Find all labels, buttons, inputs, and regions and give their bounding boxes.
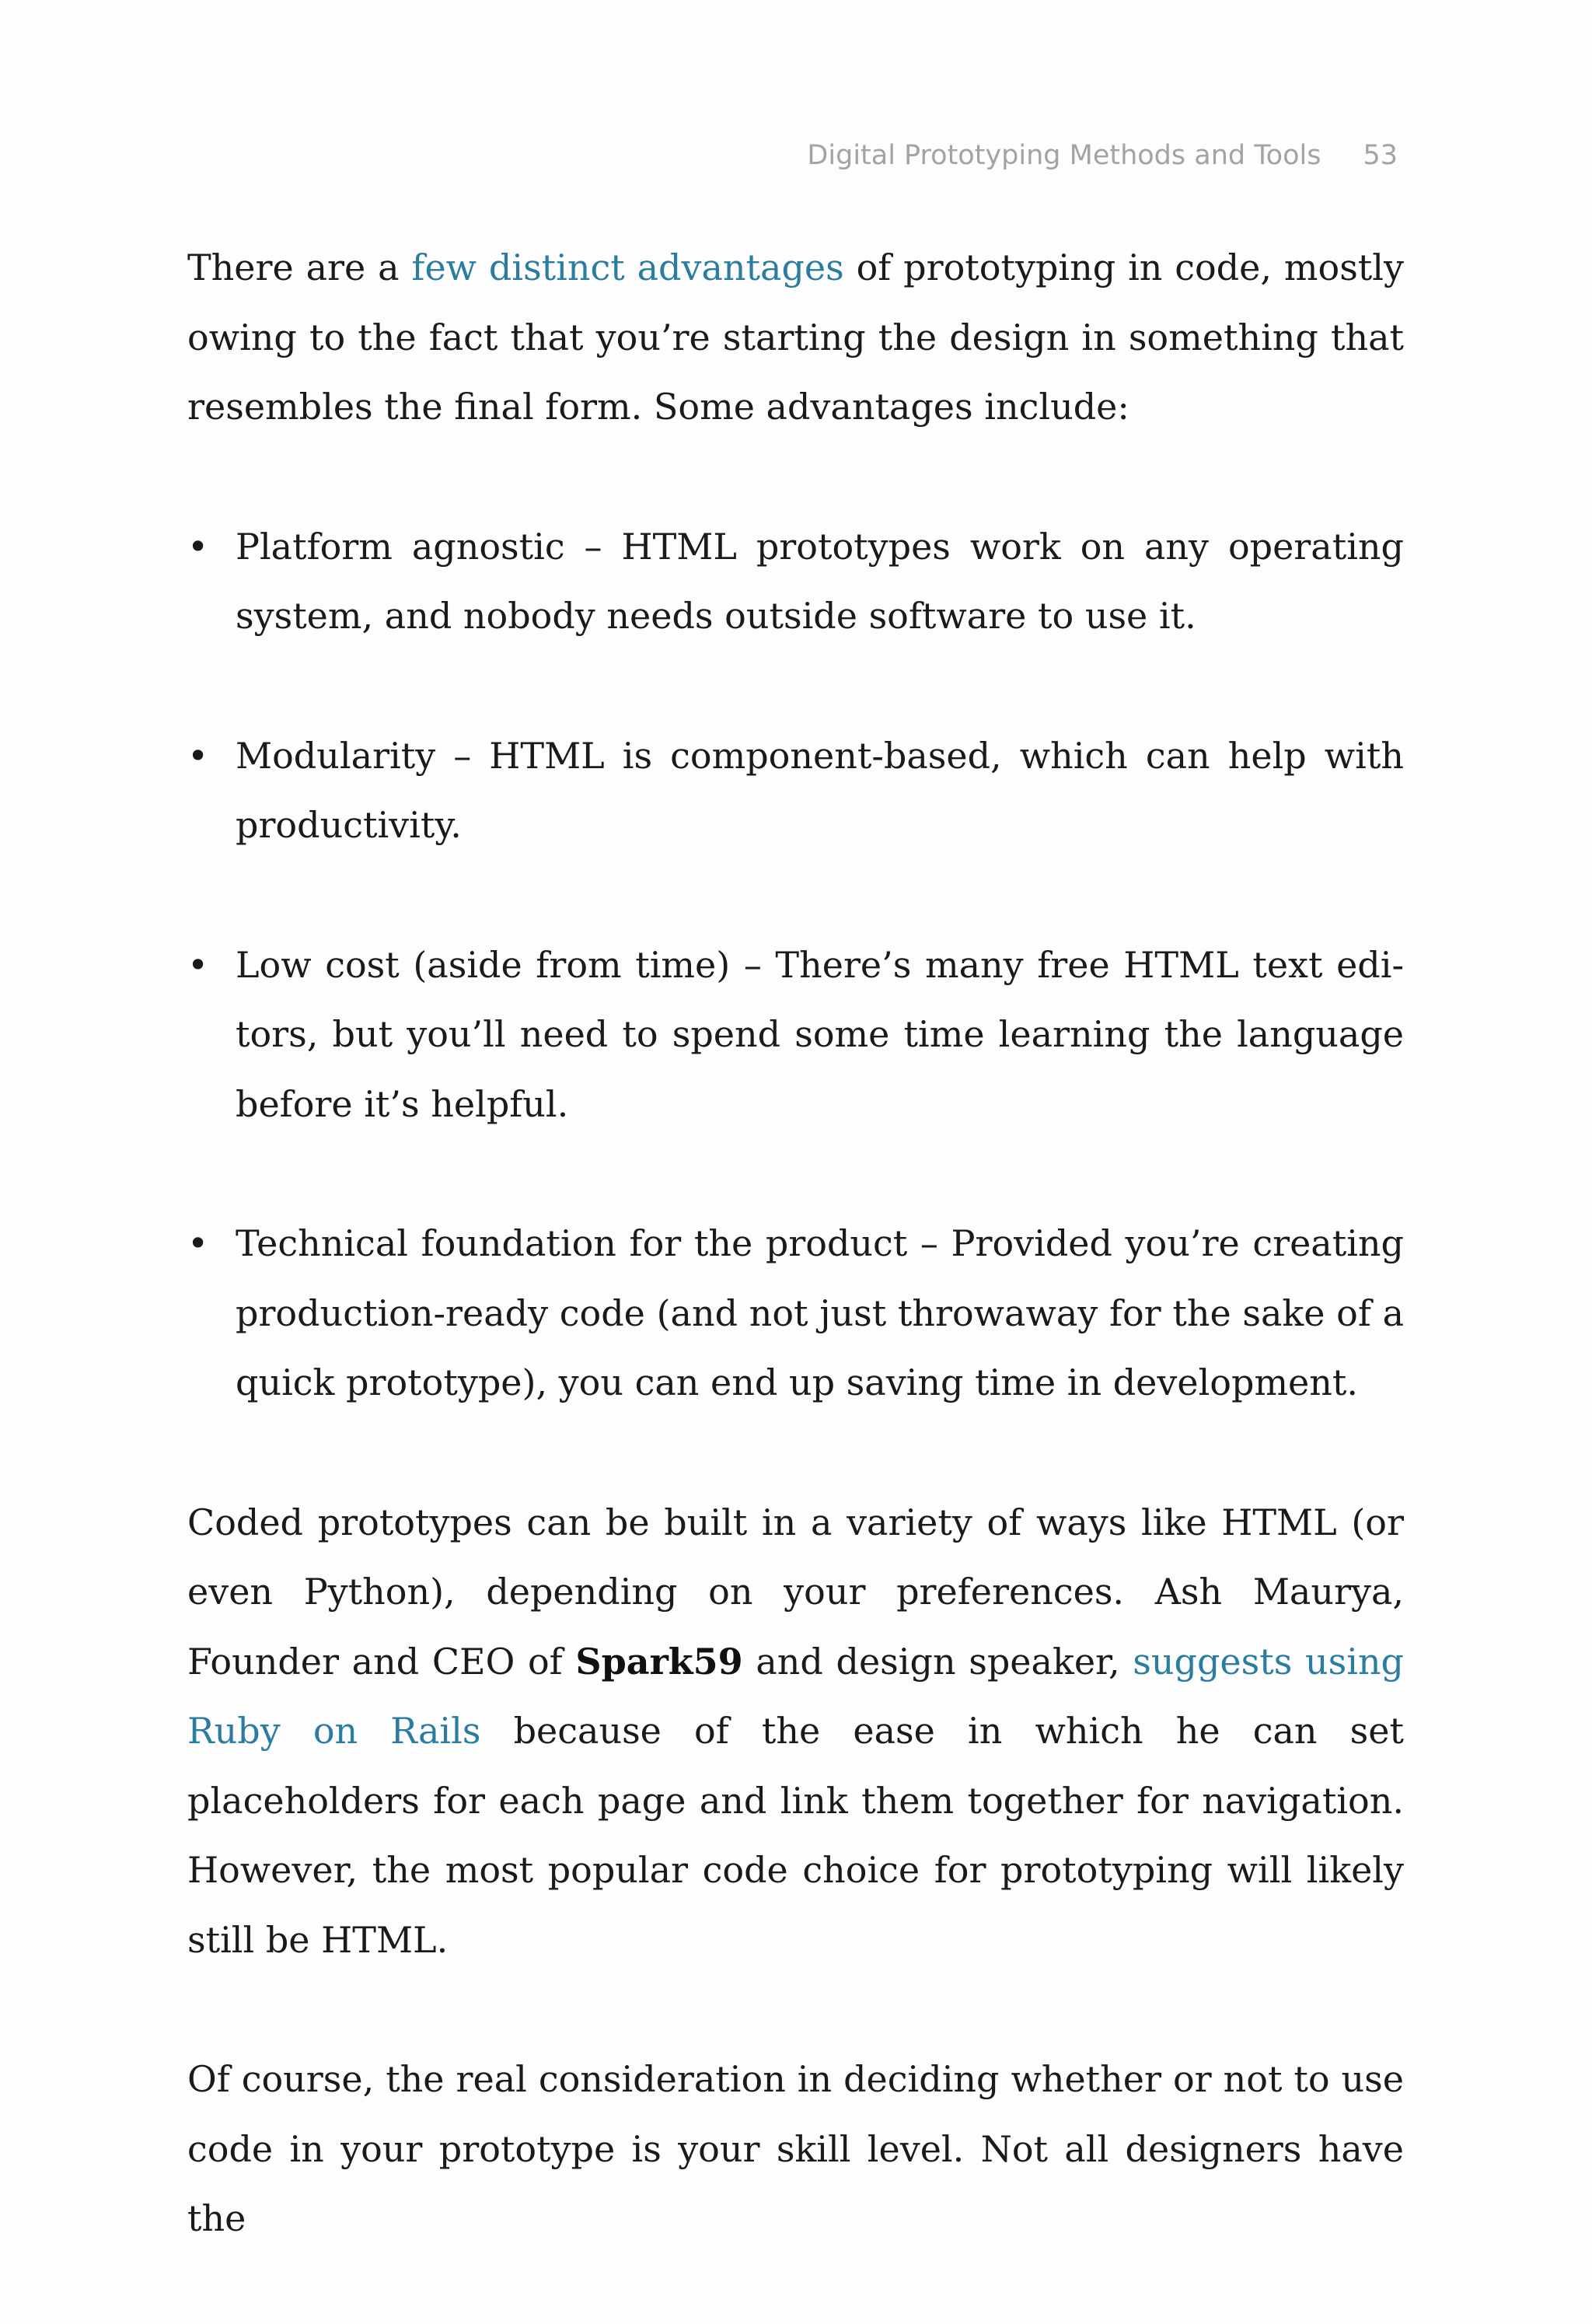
ruby-on-rails-link[interactable]: suggests using Ruby on Rails: [187, 1640, 1404, 1752]
list-item: [187, 931, 1404, 1140]
bullet-icon: •: [187, 1222, 209, 1264]
coded-text-part-1: Coded prototypes can be built in a variety of ways like HTML (or even Python), depending on your preferences. Ash Maurya, Founder and CEO of: [187, 1501, 1404, 1683]
coded-text-part-3: because of the ease in which he can set placeholders for each page and link them together for navigation. However, the most popular code choice for prototyping will likely still be HTML.: [187, 1710, 1405, 1961]
page-content: [187, 233, 1404, 2324]
list-item-text: Low cost (aside from time) – There’s many free HTML text editors, but you’ll need to spend some time learning the language before it’s helpful.: [236, 943, 1404, 1125]
intro-text-before-link: There are a: [187, 246, 412, 288]
list-item: [187, 722, 1404, 861]
bullet-icon: •: [187, 943, 209, 986]
list-item-text: Technical foundation for the product – Provided you’re creating production-ready code (and not just throwaway for the sake of a quick prototype), you can end up saving time in development.: [236, 1222, 1404, 1403]
closing-paragraph: Of course, the real consideration in deciding whether or not to use code in your prototype is your skill level. Not all designers have the: [187, 2058, 1404, 2239]
list-item: [187, 512, 1404, 652]
few-distinct-advantages-link[interactable]: few distinct advantages: [411, 246, 844, 288]
intro-paragraph: [187, 233, 1404, 442]
company-name: Spark59: [575, 1640, 743, 1683]
page-header: [807, 140, 1398, 171]
intro-text-after-link: of prototyping in code, mostly owing to the fact that you’re starting the design in something that resembles the final form. Some advantages include:: [187, 246, 1404, 428]
advantages-list: [187, 512, 1404, 1418]
page-number: 53: [1363, 140, 1398, 171]
list-item: [187, 1209, 1404, 1418]
bullet-icon: •: [187, 525, 209, 568]
list-item-text: Modularity – HTML is component-based, which can help with productivity.: [236, 734, 1404, 846]
running-title: Digital Prototyping Methods and Tools: [807, 140, 1321, 171]
list-item-text: Platform agnostic – HTML prototypes work on any operating system, and nobody needs outside software to use it.: [236, 525, 1404, 637]
bullet-icon: •: [187, 734, 209, 777]
coded-text-part-2: and design speaker,: [742, 1640, 1133, 1683]
coded-prototypes-paragraph: [187, 1488, 1404, 1976]
